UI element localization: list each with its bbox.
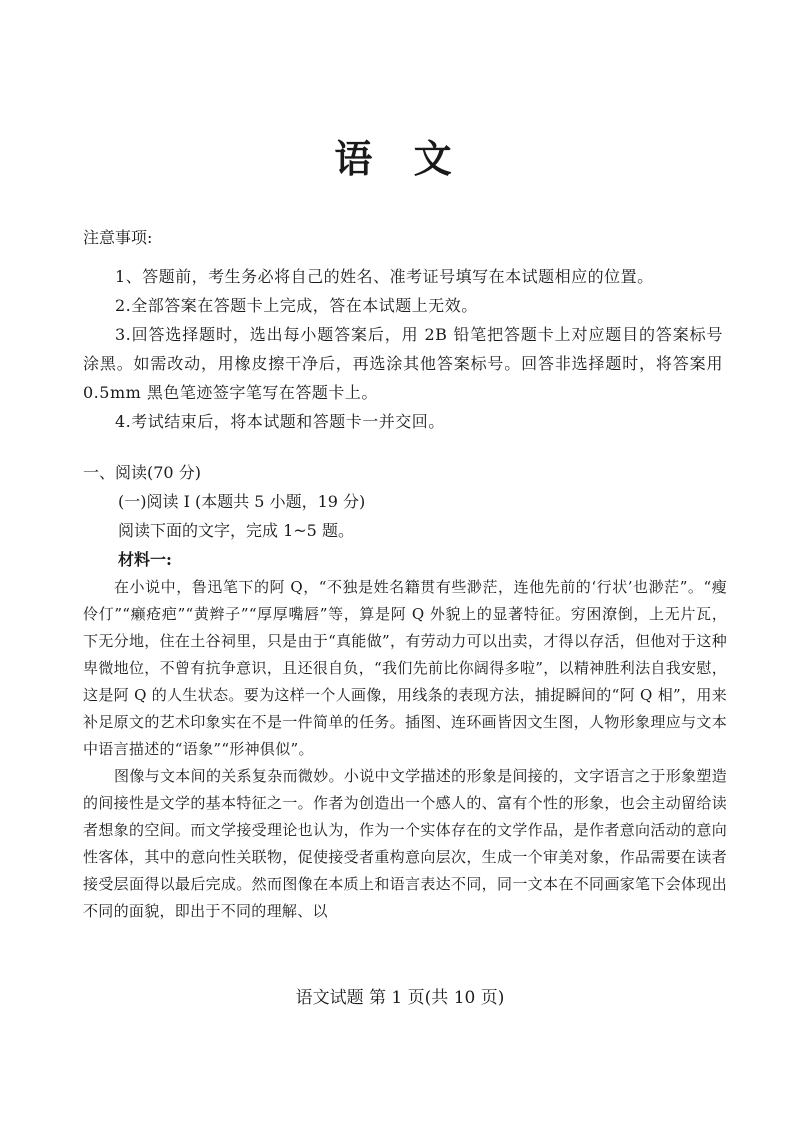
- notes-list: [83, 262, 723, 436]
- note-item: 3.回答选择题时，选出每小题答案后，用 2B 铅笔把答题卡上对应题目的答案标号涂黑。如需改动，用橡皮擦干净后，再选涂其他答案标号。回答非选择题时，将答案用 0.5mm 黑色笔迹签字笔写在答题卡上。: [83, 325, 723, 402]
- passage-paragraph: 在小说中，鲁迅笔下的阿 Q，“不独是姓名籍贯有些渺茫，连他先前的‘行状’也渺茫”。“瘦伶仃”“癞疮疤”“黄辫子”“厚厚嘴唇”等，算是阿 Q 外貌上的显著特征。穷困潦倒，上无片瓦，下无分地，住在土谷祠里，只是由于“真能做”，有劳动力可以出卖，才得以存活，但他对于这种卑微地位，不曾有抗争意识，且还很自负，“我们先前比你阔得多啦”，以精神胜利法自我安慰，这是阿 Q 的人生状态。要为这样一个人画像，用线条的表现方法，捕捉瞬间的“阿 Q 相”，用来补足原文的艺术印象实在不是一件简单的任务。插图、连环画皆因文生图，人物形象理应与文本中语言描述的“语象”“形神俱似”。: [83, 578, 727, 758]
- page-title: 语 文: [334, 136, 466, 181]
- note-item: 1、答题前，考生务必将自己的姓名、准考证号填写在本试题相应的位置。: [115, 267, 654, 286]
- subsection-heading: (一)阅读 I (本题共 5 小题，19 分): [118, 492, 366, 511]
- reading-instruction: 阅读下面的文字，完成 1~5 题。: [118, 521, 354, 540]
- notes-heading: 注意事项:: [83, 228, 153, 247]
- note-item: 2.全部答案在答题卡上完成，答在本试题上无效。: [115, 296, 478, 315]
- section-heading: 一、阅读(70 分): [83, 463, 201, 482]
- reading-passage: [83, 574, 727, 925]
- note-item: 4.考试结束后，将本试题和答题卡一并交回。: [115, 412, 445, 431]
- material-label: 材料一:: [118, 550, 172, 569]
- page-footer: 语文试题 第 1 页(共 10 页): [295, 988, 505, 1008]
- passage-paragraph: 图像与文本间的关系复杂而微妙。小说中文学描述的形象是间接的，文字语言之于形象塑造的间接性是文学的基本特征之一。作者为创造出一个感人的、富有个性的形象，也会主动留给读者想象的空间。而文学接受理论也认为，作为一个实体存在的文学作品，是作者意向活动的意向性客体，其中的意向性关联物，促使接受者重构意向层次，生成一个审美对象，作品需要在读者接受层面得以最后完成。然而图像在本质上和语言表达不同，同一文本在不同画家笔下会体现出不同的面貌，即出于不同的理解、以: [83, 767, 727, 920]
